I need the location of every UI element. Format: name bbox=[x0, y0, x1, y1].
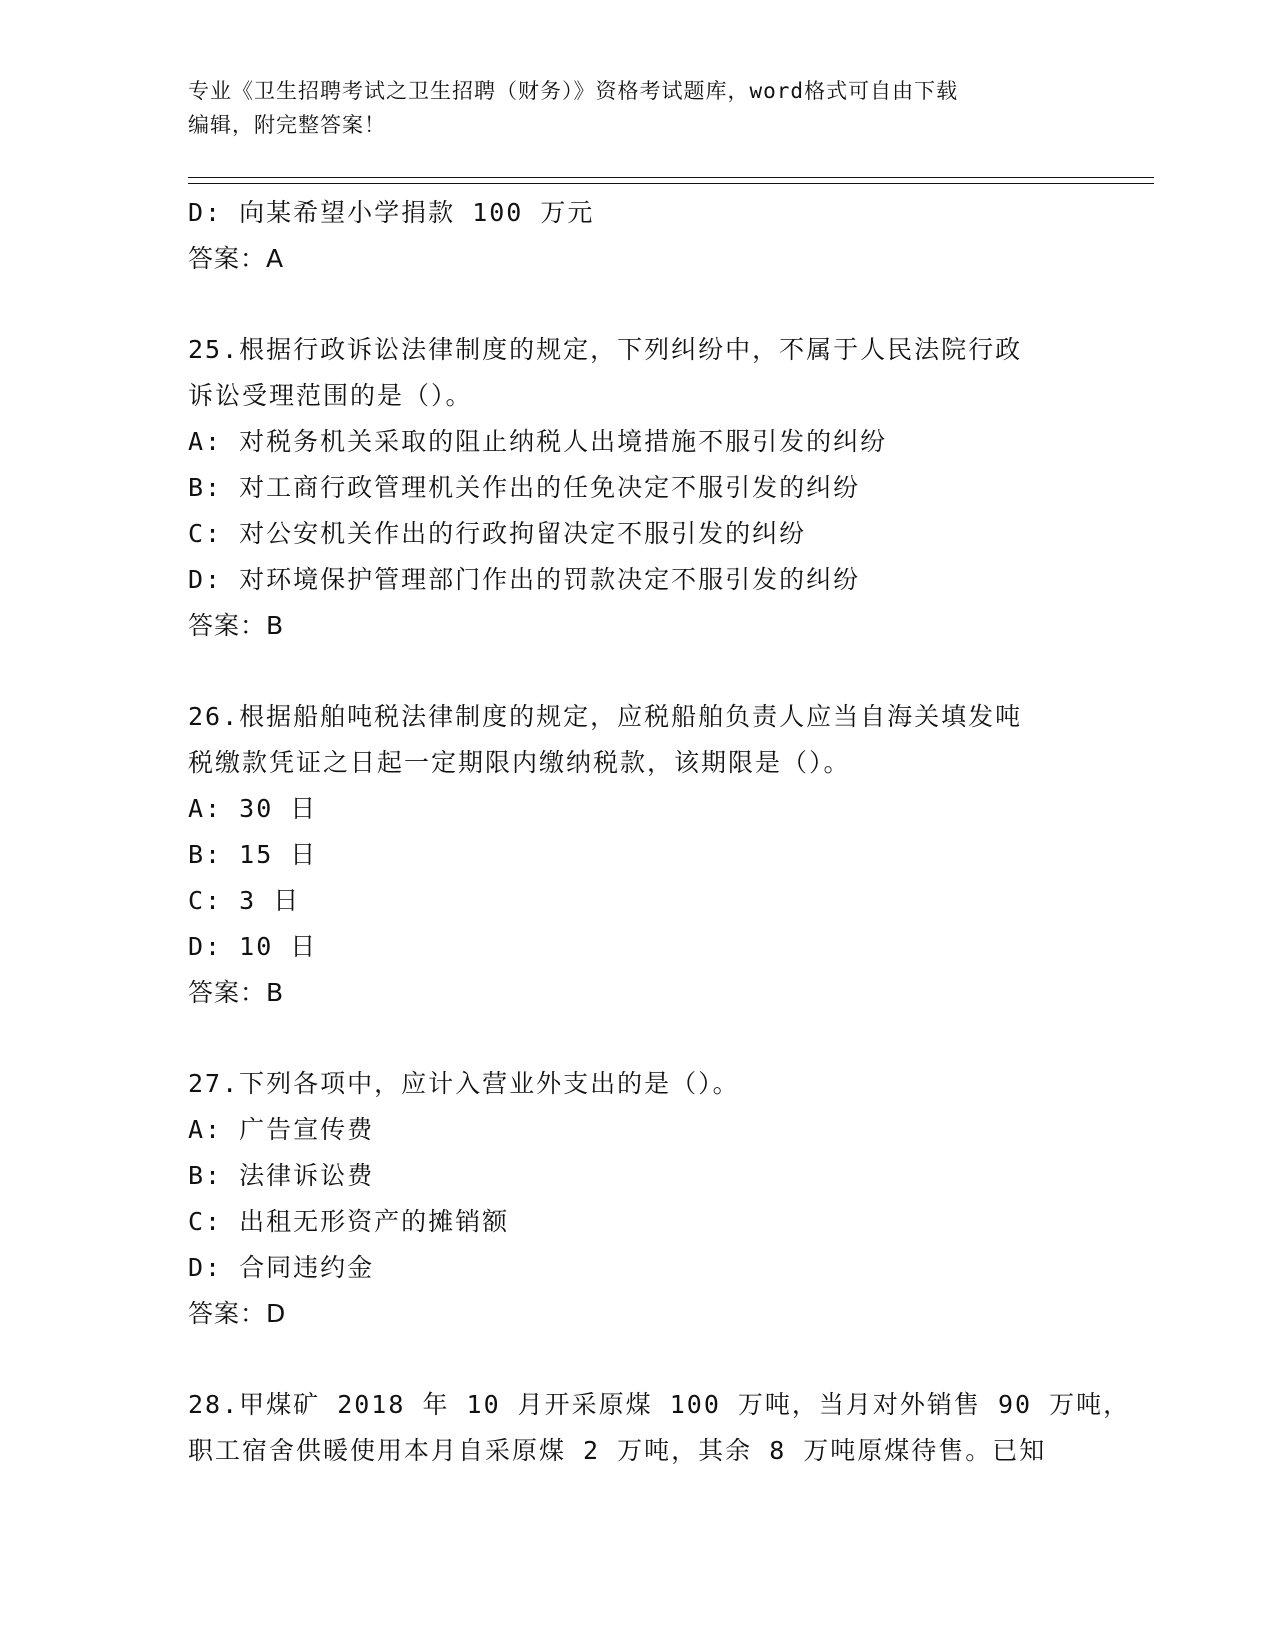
question-stem-line-1: 27.下列各项中，应计入营业外支出的是（）。 bbox=[188, 1069, 740, 1098]
question-28 bbox=[188, 1382, 1131, 1474]
option-d: D: 10 日 bbox=[188, 932, 318, 961]
header-rule-bottom bbox=[188, 183, 1154, 184]
question-stem-line-2: 诉讼受理范围的是（）。 bbox=[188, 381, 473, 410]
option-b: B: 对工商行政管理机关作出的任免决定不服引发的纠纷 bbox=[188, 473, 861, 502]
answer: 答案：B bbox=[188, 611, 285, 640]
answer: 答案：B bbox=[188, 978, 285, 1007]
answer: 答案：A bbox=[188, 244, 285, 273]
question-25 bbox=[188, 327, 1088, 649]
question-stem-line-2: 税缴款凭证之日起一定期限内缴纳税款，该期限是（）。 bbox=[188, 748, 851, 777]
option-d: D: 合同违约金 bbox=[188, 1253, 375, 1282]
option-a: A: 广告宣传费 bbox=[188, 1115, 375, 1144]
question-stem-line-1: 25.根据行政诉讼法律制度的规定，下列纠纷中，不属于人民法院行政 bbox=[188, 335, 1023, 364]
question-27 bbox=[188, 1061, 1088, 1337]
option-b: B: 法律诉讼费 bbox=[188, 1161, 375, 1190]
option-b: B: 15 日 bbox=[188, 840, 318, 869]
question-stem-line-1: 26.根据船舶吨税法律制度的规定，应税船舶负责人应当自海关填发吨 bbox=[188, 702, 1023, 731]
option-c: C: 对公安机关作出的行政拘留决定不服引发的纠纷 bbox=[188, 519, 807, 548]
option-d: D: 向某希望小学捐款 100 万元 bbox=[188, 198, 595, 227]
header-rule-top bbox=[188, 177, 1154, 178]
question-26 bbox=[188, 694, 1088, 1016]
question-list bbox=[188, 190, 1131, 1474]
previous-question-tail bbox=[188, 190, 1088, 282]
document-header bbox=[188, 74, 1088, 142]
option-a: A: 对税务机关采取的阻止纳税人出境措施不服引发的纠纷 bbox=[188, 427, 888, 456]
question-stem-line-1: 28.甲煤矿 2018 年 10 月开采原煤 100 万吨，当月对外销售 90 万吨， bbox=[188, 1390, 1131, 1419]
option-c: C: 出租无形资产的摊销额 bbox=[188, 1207, 510, 1236]
option-d: D: 对环境保护管理部门作出的罚款决定不服引发的纠纷 bbox=[188, 565, 861, 594]
option-a: A: 30 日 bbox=[188, 794, 318, 823]
header-line-2: 编辑，附完整答案！ bbox=[188, 113, 386, 137]
option-c: C: 3 日 bbox=[188, 886, 301, 915]
header-line-1: 专业《卫生招聘考试之卫生招聘（财务）》资格考试题库，word格式可自由下载 bbox=[188, 79, 959, 103]
question-stem-line-2: 职工宿舍供暖使用本月自采原煤 2 万吨，其余 8 万吨原煤待售。已知 bbox=[188, 1436, 1047, 1465]
answer: 答案：D bbox=[188, 1299, 287, 1328]
